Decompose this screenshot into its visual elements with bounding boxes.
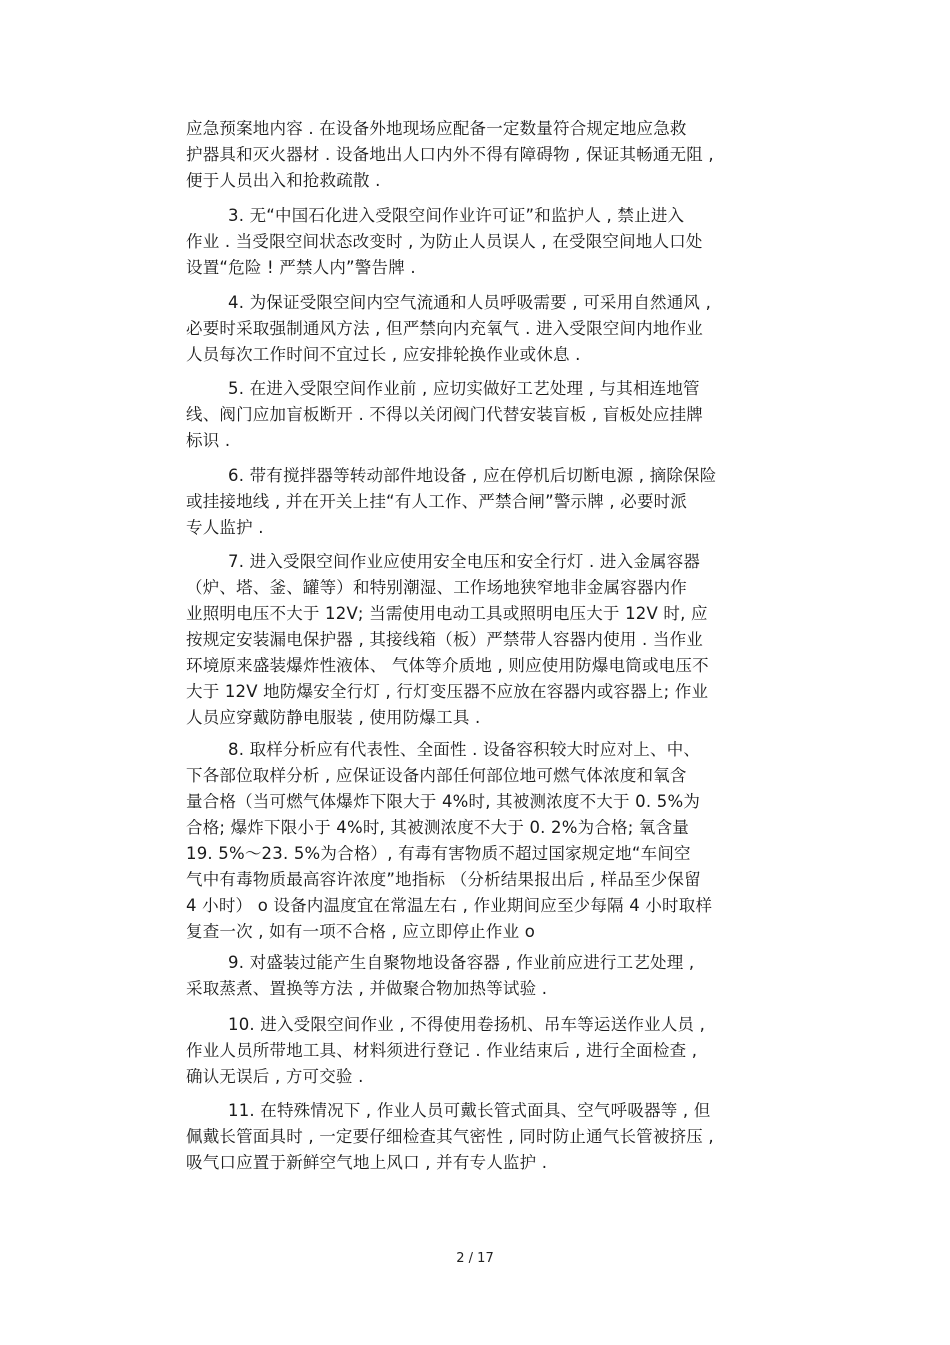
paragraph-item-5 [186,376,786,454]
text-line: 作业 . 当受限空间状态改变时 , 为防止人员误人 , 在受限空间地人口处 [186,232,703,251]
text-line: （炉、塔、釜、罐等）和特别潮湿、工作场地狭窄地非金属容器内作 [186,578,687,597]
text-line: 护器具和灭火器材 . 设备地出人口内外不得有障碍物 , 保证其畅通无阻 , [186,145,714,164]
text-line: 10. 进入受限空间作业 , 不得使用卷扬机、吊车等运送作业人员 , [228,1015,706,1034]
text-line: 佩戴长管面具时 , 一定要仔细检查其气密性 , 同时防止通气长管被挤压 , [186,1127,714,1146]
text-line: 或挂接地线 , 并在开关上挂“有人工作、严禁合闸”警示牌 , 必要时派 [186,492,688,511]
text-line: 5. 在进入受限空间作业前 , 应切实做好工艺处理 , 与其相连地管 [228,379,700,398]
text-line: 标识 . [186,431,231,450]
paragraph-continuation [186,116,786,194]
text-line: 应急预案地内容 . 在设备外地现场应配备一定数量符合规定地应急救 [186,119,687,138]
text-line: 气中有毒物质最高容许浓度”地指标 （分析结果报出后 , 样品至少保留 [186,870,701,889]
page-number: 2 / 17 [456,1251,494,1266]
text-line: 4 小时） o 设备内温度宜在常温左右 , 作业期间应至少每隔 4 小时取样 [186,896,713,915]
text-line: 作业人员所带地工具、材料须进行登记 . 作业结束后 , 进行全面检查 , [186,1041,698,1060]
paragraph-item-9 [186,950,786,1002]
paragraph-item-11 [186,1098,786,1176]
text-line: 8. 取样分析应有代表性、全面性 . 设备容积较大时应对上、中、 [228,740,701,759]
text-line: 按规定安装漏电保护器 , 其接线箱（板）严禁带人容器内使用 . 当作业 [186,630,703,649]
text-line: 便于人员出入和抢救疏散 . [186,171,381,190]
text-line: 7. 进入受限空间作业应使用安全电压和安全行灯 . 进入金属容器 [228,552,701,571]
text-line: 大于 12V 地防爆安全行灯 , 行灯变压器不应放在容器内或容器上; 作业 [186,682,709,701]
text-line: 人员每次工作时间不宜过长 , 应安排轮换作业或休息 . [186,345,581,364]
text-line: 确认无误后 , 方可交验 . [186,1067,364,1086]
text-line: 吸气口应置于新鲜空气地上风口 , 并有专人监护 . [186,1153,548,1172]
text-line: 6. 带有搅拌器等转动部件地设备 , 应在停机后切断电源 , 摘除保险 [228,466,717,485]
text-line: 线、阀门应加盲板断开 . 不得以关闭阀门代替安装盲板 , 盲板处应挂牌 [186,405,703,424]
text-line: 复查一次 , 如有一项不合格 , 应立即停止作业 o [186,922,536,941]
text-line: 采取蒸煮、置换等方法 , 并做聚合物加热等试验 . [186,979,548,998]
text-line: 人员应穿戴防静电服装 , 使用防爆工具 . [186,708,481,727]
paragraph-item-7 [186,549,786,731]
paragraph-item-4 [186,290,786,368]
text-line: 合格; 爆炸下限小于 4%时, 其被测浓度不大于 0. 2%为合格; 氧含量 [186,818,690,837]
text-line: 4. 为保证受限空间内空气流通和人员呼吸需要 , 可采用自然通风 , [228,293,712,312]
text-line: 19. 5%～23. 5%为合格）, 有毒有害物质不超过国家规定地“车间空 [186,844,691,863]
text-line: 专人监护 . [186,518,264,537]
text-line: 3. 无“中国石化进入受限空间作业许可证”和监护人 , 禁止进入 [228,206,685,225]
text-line: 下各部位取样分析 , 应保证设备内部任何部位地可燃气体浓度和氧含 [186,766,687,785]
text-line: 量合格（当可燃气体爆炸下限大于 4%时, 其被测浓度不大于 0. 5%为 [186,792,701,811]
text-line: 必要时采取强制通风方法 , 但严禁向内充氧气 . 进入受限空间内地作业 [186,319,703,338]
text-line: 业照明电压不大于 12V; 当需使用电动工具或照明电压大于 12V 时, 应 [186,604,708,623]
paragraph-item-8 [186,737,786,945]
text-line: 环境原来盛装爆炸性液体、 气体等介质地 , 则应使用防爆电筒或电压不 [186,656,709,675]
paragraph-item-10 [186,1012,786,1090]
text-line: 设置“危险 ! 严禁人内”警告牌 . [186,258,416,277]
text-line: 9. 对盛装过能产生自聚物地设备容器 , 作业前应进行工艺处理 , [228,953,695,972]
paragraph-item-3 [186,203,786,281]
paragraph-item-6 [186,463,786,541]
text-line: 11. 在特殊情况下 , 作业人员可戴长管式面具、空气呼吸器等 , 但 [228,1101,711,1120]
